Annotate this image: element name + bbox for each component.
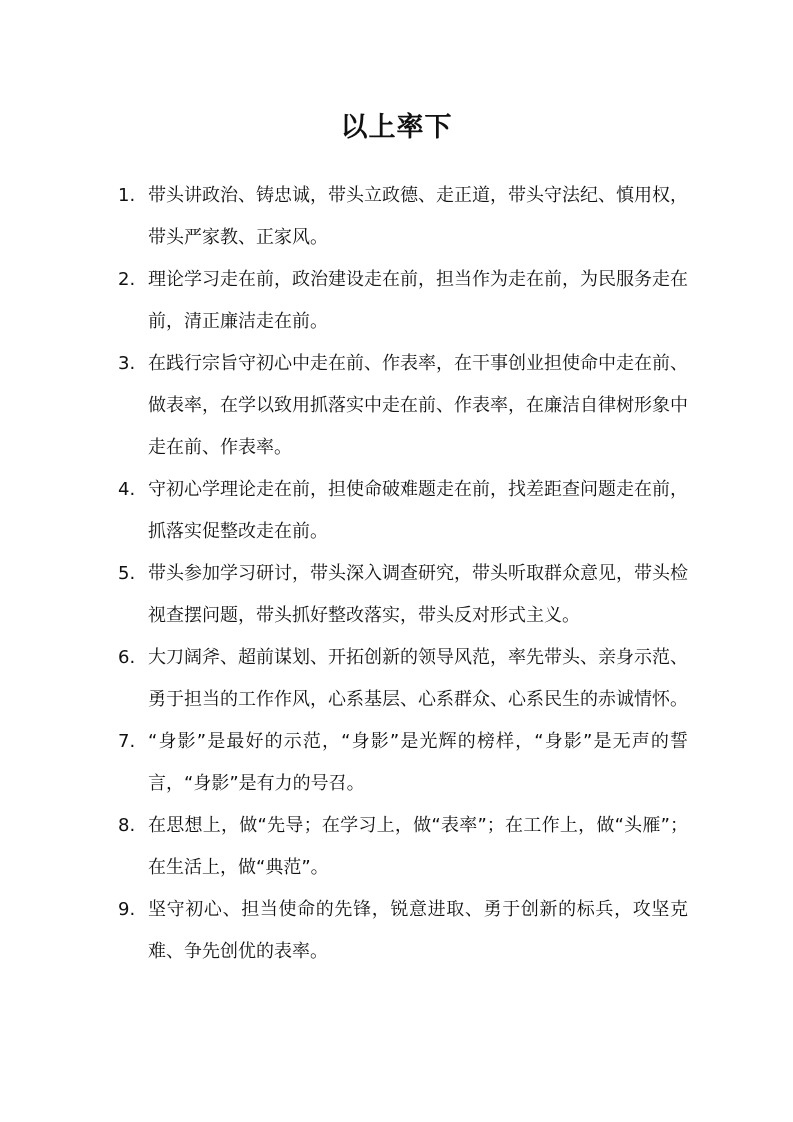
list-item-number: 1. [118,185,136,206]
list-item [118,469,688,553]
list-item-text: 守初心学理论走在前，担使命破难题走在前，找差距查问题走在前，抓落实促整改走在前。 [148,479,688,542]
list-item [118,637,688,721]
page-title: 以上率下 [340,112,453,143]
list-item-number: 3. [118,353,136,374]
list-item-number: 7. [118,731,136,752]
list-item-text: 带头参加学习研讨，带头深入调查研究，带头听取群众意见，带头检视查摆问题，带头抓好整改落实，带头反对形式主义。 [148,563,688,626]
list-item-number: 4. [118,479,136,500]
list-item-text: 在践行宗旨守初心中走在前、作表率，在干事创业担使命中走在前、做表率，在学以致用抓落实中走在前、作表率，在廉洁自律树形象中走在前、作表率。 [148,353,688,458]
list-item [118,343,688,469]
list-item [118,553,688,637]
list-item-number: 2. [118,269,136,290]
list-item [118,175,688,259]
list-item-number: 9. [118,899,136,920]
list-item-number: 5. [118,563,136,584]
list-item-text: 在思想上，做“先导；在学习上，做“表率”；在工作上，做“头雁”；在生活上，做“典范”。 [148,815,688,878]
list-item [118,721,688,805]
list-item-text: 坚守初心、担当使命的先锋，锐意进取、勇于创新的标兵，攻坚克难、争先创优的表率。 [148,899,688,962]
list-item-text: 大刀阔斧、超前谋划、开拓创新的领导风范，率先带头、亲身示范、勇于担当的工作作风，心系基层、心系群众、心系民生的赤诚情怀。 [148,647,688,710]
list-item-number: 8. [118,815,136,836]
list-item [118,889,688,973]
list-item-text: 带头讲政治、铸忠诚，带头立政德、走正道，带头守法纪、慎用权，带头严家教、正家风。 [148,185,688,248]
list-item [118,259,688,343]
list-item [118,805,688,889]
list-item-number: 6. [118,647,136,668]
list-item-text: “身影”是最好的示范，“身影”是光辉的榜样，“身影”是无声的誓言，“身影”是有力的号召。 [148,731,688,794]
list-item-text: 理论学习走在前，政治建设走在前，担当作为走在前，为民服务走在前，清正廉洁走在前。 [148,269,688,332]
numbered-list [118,175,688,973]
